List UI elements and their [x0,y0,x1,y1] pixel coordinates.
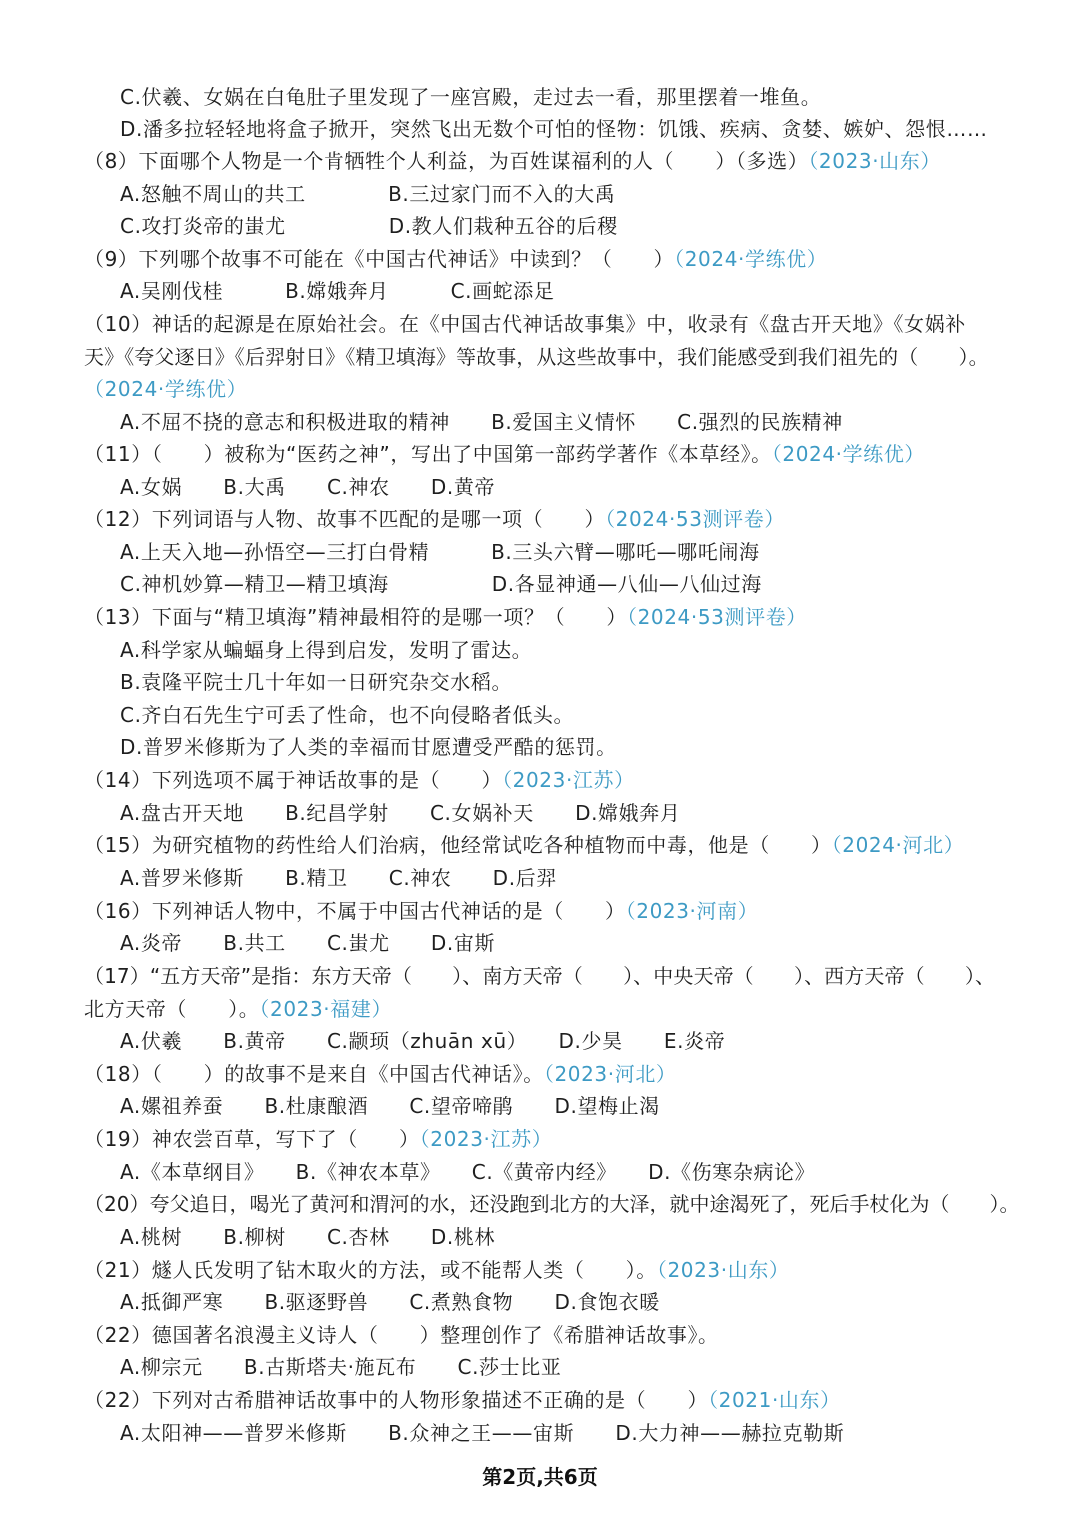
option-line: B.袁隆平院士几十年如一日研究杂交水稻。 [120,670,513,694]
question-text: （21）燧人氏发明了钻木取火的方法，或不能帮人类（ ）。 [84,1258,657,1282]
option-line: A.柳宗元 B.古斯塔夫·施瓦布 C.莎士比亚 [120,1355,562,1379]
source-tag: （2023·河北） [543,1062,677,1086]
question-19 [84,1124,552,1154]
option-line: A.太阳神——普罗米修斯 B.众神之王——宙斯 D.大力神——赫拉克勒斯 [120,1421,845,1445]
source-tag: （2023·江苏） [419,1127,553,1151]
option-line: A.盘古开天地 B.纪昌学射 C.女娲补天 D.嫦娥奔月 [120,801,681,825]
source-tag: （2024·学练优） [674,247,828,271]
question-22b [84,1385,841,1415]
question-15 [84,830,964,860]
question-text: （9）下列哪个故事不可能在《中国古代神话》中读到？（ ） [84,247,675,271]
question-9 [84,244,827,274]
question-20: （20）夸父追日，喝光了黄河和渭河的水，还没跑到北方的大泽，就中途渴死了，死后手杖化为（ ）。 [84,1192,1020,1216]
option-line: A.《本草纲目》 B.《神农本草》 C.《黄帝内经》 D.《伤寒杂病论》 [120,1160,816,1184]
question-text: （11）（ ）被称为“医药之神”，写出了中国第一部药学著作《本草经》。 [84,442,772,466]
question-17-line2 [84,994,392,1024]
source-tag: （2023·福建） [259,997,393,1021]
question-text: （22）下列对古希腊神话故事中的人物形象描述不正确的是（ ） [84,1388,709,1412]
question-10-line2: 天》《夸父逐日》《后羿射日》《精卫填海》等故事，从这些故事中，我们能感受到我们祖先的（ ）。 [84,345,989,369]
option-line: A.科学家从蝙蝠身上得到启发，发明了雷达。 [120,638,533,662]
option-line: A.桃树 B.柳树 C.杏林 D.桃林 [120,1225,496,1249]
option-line: A.不屈不挠的意志和积极进取的精神 B.爱国主义情怀 C.强烈的民族精神 [120,410,843,434]
source-tag: （2023·山东） [656,1258,790,1282]
page-number: 第2页,共6页 [482,1465,598,1489]
question-text: （8）下面哪个人物是一个肯牺牲个人利益，为百姓谋福利的人（ ）（多选） [84,149,809,173]
question-text: （15）为研究植物的药性给人们治病，他经常试吃各种植物而中毒，他是（ ） [84,833,832,857]
question-8 [84,146,941,176]
option-line: A.普罗米修斯 B.精卫 C.神农 D.后羿 [120,866,557,890]
option-line: C.神机妙算—精卫—精卫填海 D.各显神通—八仙—八仙过海 [120,572,762,596]
option-line: A.抵御严寒 B.驱逐野兽 C.煮熟食物 D.食饱衣暖 [120,1290,660,1314]
question-text: （14）下列选项不属于神话故事的是（ ） [84,768,503,792]
source-tag: （2024·53测评卷） [605,507,785,531]
question-22a: （22）德国著名浪漫主义诗人（ ）整理创作了《希腊神话故事》。 [84,1323,719,1347]
question-12 [84,504,785,534]
option-line: A.嫘祖养蚕 B.杜康酿酒 C.望帝啼鹃 D.望梅止渴 [120,1094,660,1118]
question-13 [84,602,807,632]
question-text: （19）神农尝百草，写下了（ ） [84,1127,420,1151]
option-line: D.潘多拉轻轻地将盒子掀开，突然飞出无数个可怕的怪物：饥饿、疾病、贪婪、嫉妒、怨恨…… [120,117,988,141]
question-16 [84,896,758,926]
option-line: A.炎帝 B.共工 C.蚩尤 D.宙斯 [120,931,496,955]
question-18 [84,1059,677,1089]
source-tag: （2023·江苏） [502,768,635,792]
question-14 [84,765,635,795]
source-tag: （2024·学练优） [84,377,248,401]
question-11 [84,439,925,469]
question-21 [84,1255,790,1285]
question-text: （18）（ ）的故事不是来自《中国古代神话》。 [84,1062,544,1086]
question-text: （12）下列词语与人物、故事不匹配的是哪一项（ ） [84,507,606,531]
option-line: A.怒触不周山的共工 B.三过家门而不入的大禹 [120,182,616,206]
question-text: 北方天帝（ ）。 [84,997,260,1021]
question-text: （16）下列神话人物中，不属于中国古代神话的是（ ） [84,899,626,923]
option-line: A.伏羲 B.黄帝 C.颛顼（zhuān xū） D.少昊 E.炎帝 [120,1029,726,1053]
source-tag: （2023·山东） [808,149,941,173]
option-line: A.上天入地—孙悟空—三打白骨精 B.三头六臂—哪吒—哪吒闹海 [120,540,760,564]
option-line: C.攻打炎帝的蚩尤 D.教人们栽种五谷的后稷 [120,214,618,238]
question-text: （13）下面与“精卫填海”精神最相符的是哪一项？（ ） [84,605,627,629]
source-tag: （2024·53测评卷） [626,605,807,629]
source-tag: （2023·河南） [625,899,759,923]
option-line: A.吴刚伐桂 B.嫦娥奔月 C.画蛇添足 [120,279,555,303]
source-tag: （2021·山东） [708,1388,841,1412]
question-10-line1: （10）神话的起源是在原始社会。在《中国古代神话故事集》中，收录有《盘古开天地》《女娲补 [84,312,966,336]
option-line: C.伏羲、女娲在白龟肚子里发现了一座宫殿，走过去一看，那里摆着一堆鱼。 [120,85,822,109]
option-line: C.齐白石先生宁可丢了性命，也不向侵略者低头。 [120,703,575,727]
option-line: D.普罗米修斯为了人类的幸福而甘愿遭受严酷的惩罚。 [120,735,617,759]
source-tag: （2024·河北） [831,833,965,857]
source-tag: （2024·学练优） [771,442,926,466]
question-17-line1: （17）“五方天帝”是指：东方天帝（ ）、南方天帝（ ）、中央天帝（ ）、西方天帝（ ）、 [84,964,996,988]
option-line: A.女娲 B.大禹 C.神农 D.黄帝 [120,475,496,499]
